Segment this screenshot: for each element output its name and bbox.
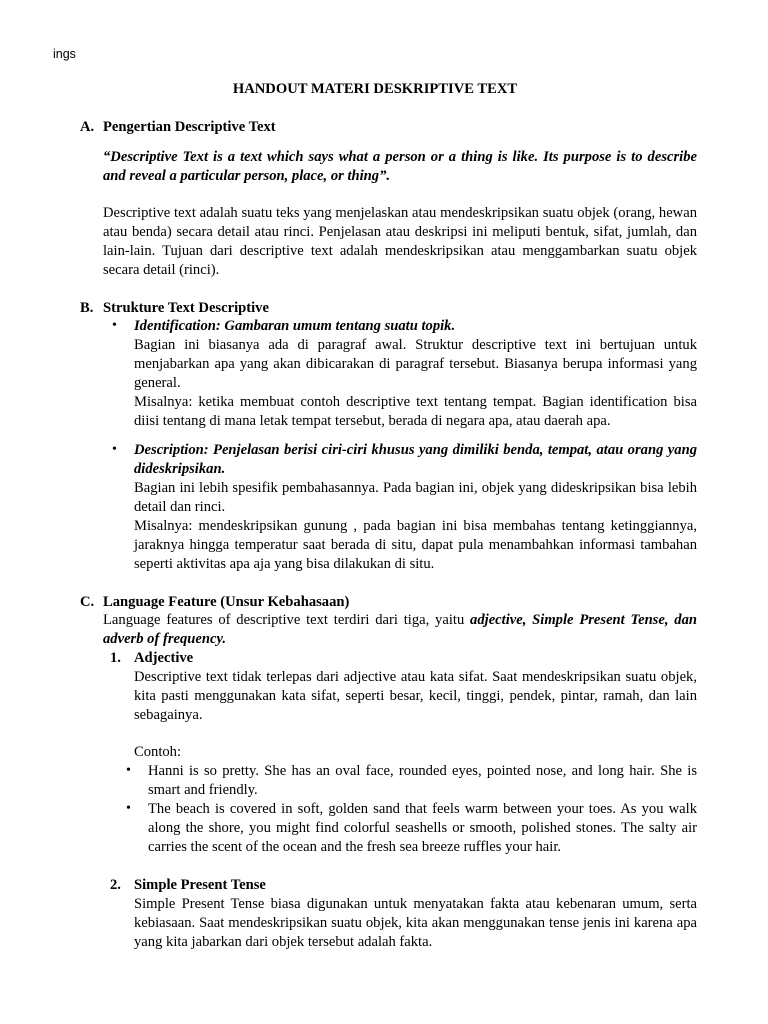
section-b-label: B.: [80, 300, 94, 316]
description-title: Description: Penjelasan berisi ciri-ciri khusus yang dimiliki benda, tempat, atau orang yang dideskripsikan.: [134, 442, 697, 477]
header-fragment: ings: [53, 47, 76, 61]
identification-text: Bagian ini biasanya ada di paragraf awal. Struktur descriptive text ini bertujuan untuk menjabarkan apa yang akan dibicarakan di paragraf tersebut. Biasanya berupa informasi yang general.: [134, 337, 697, 391]
adjective-title: Adjective: [134, 650, 194, 666]
bullet-icon: •: [112, 318, 117, 333]
adjective-number: 1.: [110, 650, 121, 666]
simple-present-text: Simple Present Tense biasa digunakan untuk menyatakan fakta atau kebenaran umum, serta kebiasaan. Saat mendeskripsikan suatu objek, kita akan menggunakan tense jenis ini karena apa yang kita jabarkan dari objek tersebut adalah fakta.: [134, 896, 697, 950]
simple-present-title: Simple Present Tense: [134, 877, 266, 893]
example-label: Contoh:: [134, 744, 182, 760]
section-a-paragraph: Descriptive text adalah suatu teks yang menjelaskan atau mendeskripsikan suatu objek (orang, hewan atau benda) secara detail atau rinci. Penjelasan atau deskripsi ini meliputi bentuk, sifat, jumlah, dan lain-lain. Tujuan dari descriptive text adalah mendeskripsikan atau menggambarkan suatu objek secara detail (rinci).: [103, 205, 697, 278]
bullet-icon: •: [112, 442, 117, 457]
example-item: The beach is covered in soft, golden sand that feels warm between your toes. As you walk along the shore, you might find colorful seashells or smooth, polished stones. The salty air carries the scent of the ocean and the fresh sea breeze ruffles your hair.: [148, 801, 697, 855]
section-a-heading: Pengertian Descriptive Text: [103, 119, 276, 135]
intro-text: Language features of descriptive text terdiri dari tiga, yaitu: [103, 612, 471, 628]
simple-present-number: 2.: [110, 877, 121, 893]
description-text: Bagian ini lebih spesifik pembahasannya. Pada bagian ini, objek yang dideskripsikan bisa lebih detail dan rinci.: [134, 480, 697, 515]
intro-emphasis: adjective, Simple Present Tense, dan adverb of frequency.: [103, 612, 697, 647]
description-example: Misalnya: mendeskripsikan gunung , pada bagian ini bisa membahas tentang ketinggiannya, jaraknya hingga temperatur saat berada di situ, dapat pula menambahkan informasi tambahan seperti aktivitas apa aja yang bisa dilakukan di situ.: [134, 518, 697, 572]
section-c-heading: Language Feature (Unsur Kebahasaan): [103, 594, 350, 610]
bullet-icon: •: [126, 801, 131, 816]
identification-example: Misalnya: ketika membuat contoh descriptive text tentang tempat. Bagian identification bisa diisi tentang di mana letak tempat tersebut, berada di negara apa, atau daerah apa.: [134, 394, 697, 429]
example-item: Hanni is so pretty. She has an oval face, rounded eyes, pointed nose, and long hair. She is smart and friendly.: [148, 763, 697, 798]
section-a-label: A.: [80, 119, 95, 135]
language-feature-intro: [103, 611, 697, 649]
adjective-text: Descriptive text tidak terlepas dari adjective atau kata sifat. Saat mendeskripsikan suatu objek, kita pasti menggunakan kata sifat, seperti besar, kecil, tinggi, pendek, pintar, ramah, dan lain sebagainya.: [134, 669, 697, 723]
bullet-icon: •: [126, 763, 131, 778]
definition-quote: “Descriptive Text is a text which says what a person or a thing is like. Its purpose is to describe and reveal a particular person, place, or thing”.: [103, 149, 697, 184]
section-c-label: C.: [80, 594, 95, 610]
identification-title: Identification: Gambaran umum tentang suatu topik.: [134, 318, 456, 334]
document-title: HANDOUT MATERI DESKRIPTIVE TEXT: [232, 81, 518, 97]
section-b-heading: Strukture Text Descriptive: [103, 300, 269, 316]
